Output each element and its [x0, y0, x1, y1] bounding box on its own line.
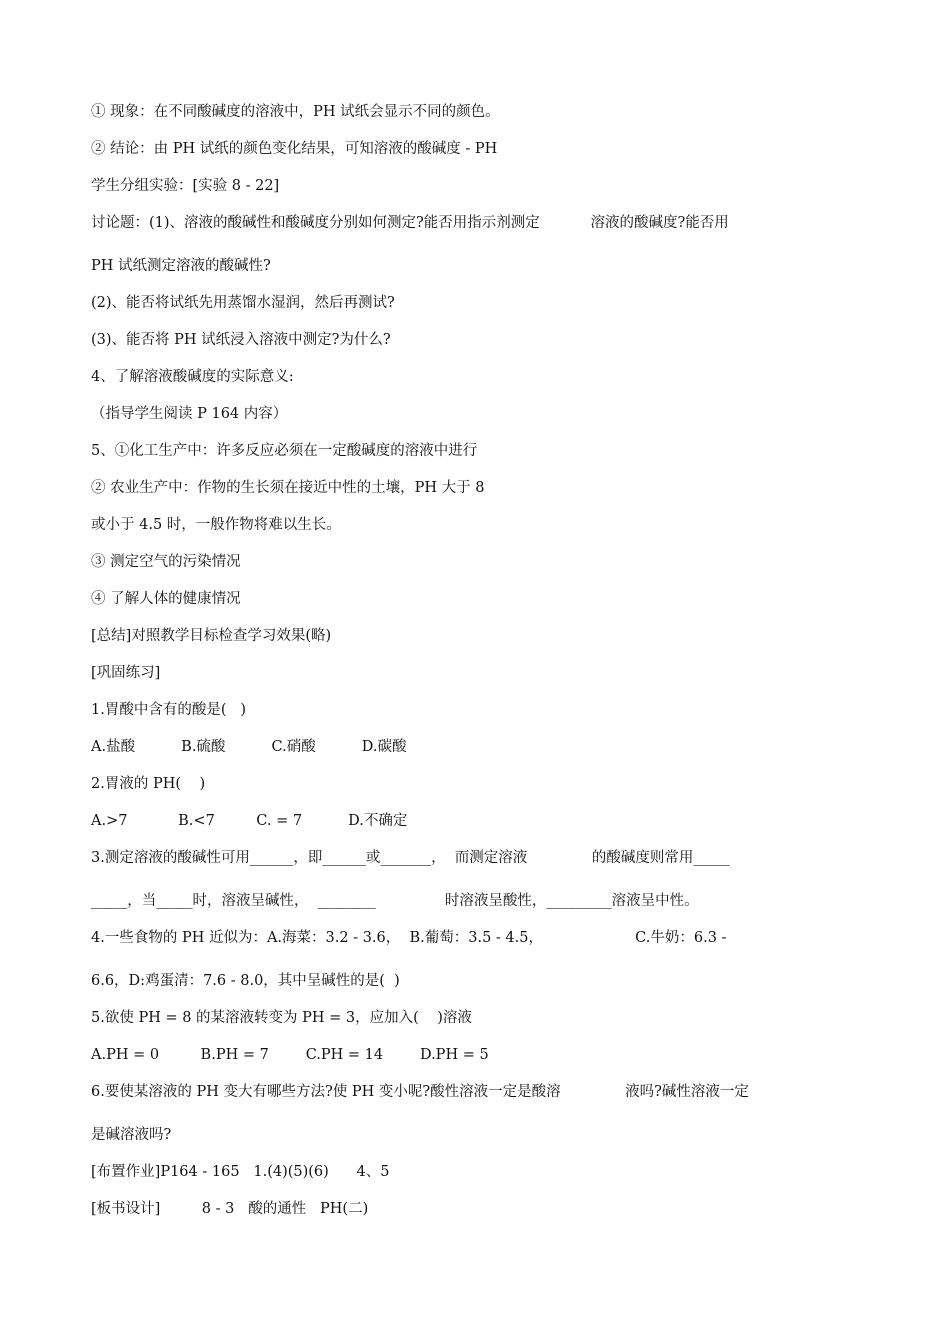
text-line-reading-guide: （指导学生阅读 P 164 内容） — [91, 406, 288, 422]
text-line-homework: [布置作业]P164 - 165 1.(4)(5)(6) 4、5 — [91, 1164, 390, 1180]
text-line-group-experiment: 学生分组实验：[实验 8 - 22] — [91, 178, 280, 194]
text-line-discussion-1-cont: PH 试纸测定溶液的酸碱性? — [91, 258, 271, 274]
text-line-conclusion: ② 结论：由 PH 试纸的颜色变化结果，可知溶液的酸碱度 - PH — [91, 141, 498, 157]
text-line-practical-meaning: 4、了解溶液酸碱度的实际意义: — [91, 369, 294, 385]
text-line-discussion-3: (3)、能否将 PH 试纸浸入溶液中测定?为什么? — [91, 332, 391, 348]
text-line-human-health: ④ 了解人体的健康情况 — [91, 591, 241, 607]
text-line-question-2-options: A.>7 B.<7 C. = 7 D.不确定 — [91, 813, 408, 829]
text-line-summary: [总结]对照教学目标检查学习效果(略) — [91, 628, 332, 644]
text-line-discussion-2: (2)、能否将试纸先用蒸馏水湿润，然后再测试? — [91, 295, 395, 311]
text-line-question-3: 3.测定溶液的酸碱性可用______，即______或_______， 而测定溶液 的酸碱度则常用_____ — [91, 850, 730, 866]
text-line-exercises-heading: [巩固练习] — [91, 665, 161, 681]
text-line-chemical-industry: 5、①化工生产中：许多反应必须在一定酸碱度的溶液中进行 — [91, 443, 478, 459]
text-line-question-3-cont: _____，当_____时，溶液呈碱性， ________ 时溶液呈酸性，_________溶液呈中性。 — [91, 893, 699, 909]
text-line-question-4: 4.一些食物的 PH 近似为：A.海菜：3.2 - 3.6， B.葡萄：3.5 - 4.5， C.牛奶：6.3 - — [91, 930, 727, 946]
text-line-board-design: [板书设计] 8 - 3 酸的通性 PH(二) — [91, 1201, 369, 1217]
text-line-question-2: 2.胃液的 PH( ) — [91, 776, 206, 792]
text-line-question-5-options: A.PH = 0 B.PH = 7 C.PH = 14 D.PH = 5 — [91, 1047, 489, 1063]
text-line-question-1: 1.胃酸中含有的酸是( ) — [91, 702, 246, 718]
text-line-question-6-cont: 是碱溶液吗? — [91, 1127, 172, 1143]
text-line-discussion-1: 讨论题：(1)、溶液的酸碱性和酸碱度分别如何测定?能否用指示剂测定 溶液的酸碱度?能否用 — [91, 215, 729, 231]
text-line-air-pollution: ③ 测定空气的污染情况 — [91, 554, 241, 570]
text-line-question-6: 6.要使某溶液的 PH 变大有哪些方法?使 PH 变小呢?酸性溶液一定是酸溶 液吗?碱性溶液一定 — [91, 1084, 749, 1100]
text-line-agriculture-cont: 或小于 4.5 时，一般作物将难以生长。 — [91, 517, 341, 533]
text-line-agriculture: ② 农业生产中：作物的生长须在接近中性的土壤，PH 大于 8 — [91, 480, 485, 496]
text-line-phenomenon: ① 现象：在不同酸碱度的溶液中，PH 试纸会显示不同的颜色。 — [91, 104, 500, 120]
text-line-question-5: 5.欲使 PH = 8 的某溶液转变为 PH = 3，应加入( )溶液 — [91, 1010, 472, 1026]
text-line-question-4-cont: 6.6，D:鸡蛋清：7.6 - 8.0，其中呈碱性的是( ) — [91, 973, 400, 989]
text-line-question-1-options: A.盐酸 B.硫酸 C.硝酸 D.碳酸 — [91, 739, 407, 755]
